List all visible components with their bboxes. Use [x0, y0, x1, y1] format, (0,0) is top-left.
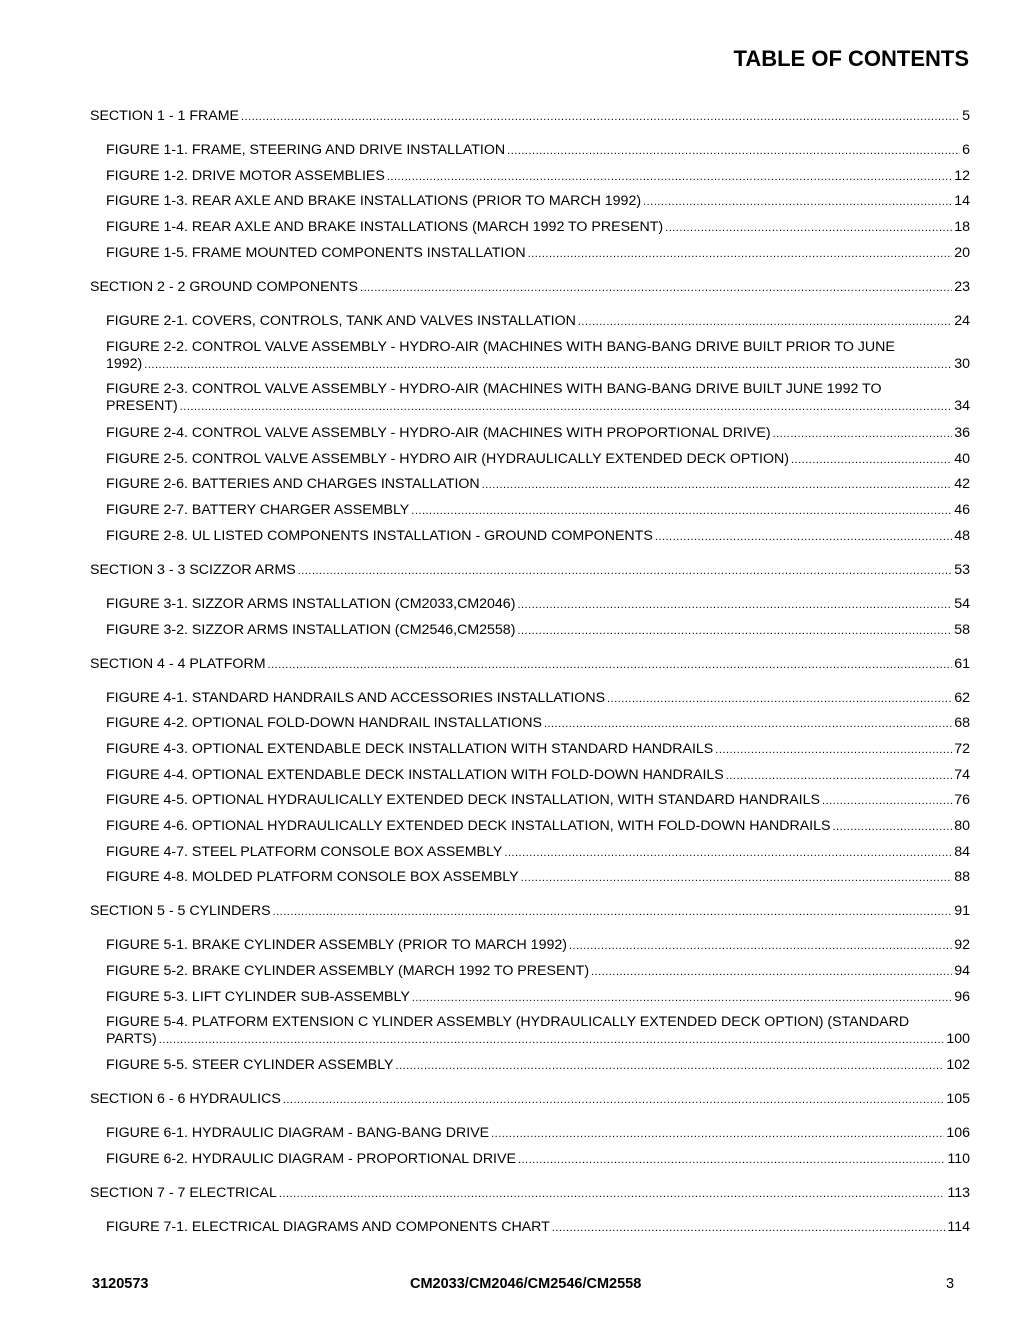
leader-dots [578, 314, 952, 331]
toc-figure-5-1[interactable] [106, 937, 970, 955]
leader-dots [517, 623, 952, 640]
leader-dots [273, 904, 953, 921]
toc-label: FIGURE 5-2. BRAKE CYLINDER ASSEMBLY (MARCH 1992 TO PRESENT) [106, 963, 590, 979]
toc-label: FIGURE 2-2. CONTROL VALVE ASSEMBLY - HYDRO-AIR (MACHINES WITH BANG-BANG DRIVE BUILT PRIOR TO JUNE [106, 339, 895, 355]
toc-section-6[interactable] [90, 1091, 970, 1109]
leader-dots [298, 563, 952, 580]
toc-figure-2-5[interactable] [106, 451, 970, 469]
toc-page: 76 [954, 792, 970, 808]
toc-page: 94 [954, 963, 970, 979]
toc-figure-6-2[interactable] [106, 1151, 970, 1169]
leader-dots [607, 691, 952, 708]
toc-page: 18 [954, 219, 970, 235]
toc-label: FIGURE 4-8. MOLDED PLATFORM CONSOLE BOX ASSEMBLY [106, 869, 519, 885]
toc-section-4[interactable] [90, 656, 970, 674]
toc-page: 114 [947, 1219, 970, 1235]
toc-label: FIGURE 4-2. OPTIONAL FOLD-DOWN HANDRAIL INSTALLATIONS [106, 715, 542, 731]
toc-label: FIGURE 1-5. FRAME MOUNTED COMPONENTS INSTALLATION [106, 245, 526, 261]
toc-label: FIGURE 2-6. BATTERIES AND CHARGES INSTALLATION [106, 476, 480, 492]
toc-section-3[interactable] [90, 562, 970, 580]
toc-label: FIGURE 5-3. LIFT CYLINDER SUB-ASSEMBLY [106, 989, 410, 1005]
toc-figure-4-5[interactable] [106, 792, 970, 810]
toc-figure-4-6[interactable] [106, 818, 970, 836]
leader-dots [591, 964, 952, 981]
leader-dots [822, 793, 952, 810]
toc-figure-2-2[interactable] [106, 339, 970, 374]
toc-page: 74 [954, 767, 970, 783]
toc-page: 42 [954, 476, 970, 492]
leader-dots [518, 1152, 945, 1169]
toc-label: FIGURE 2-5. CONTROL VALVE ASSEMBLY - HYDRO AIR (HYDRAULICALLY EXTENDED DECK OPTION) [106, 451, 789, 467]
leader-dots [411, 503, 952, 520]
toc-label: FIGURE 5-1. BRAKE CYLINDER ASSEMBLY (PRIOR TO MARCH 1992) [106, 937, 567, 953]
toc-figure-2-7[interactable] [106, 502, 970, 520]
toc-label: FIGURE 6-2. HYDRAULIC DIAGRAM - PROPORTIONAL DRIVE [106, 1151, 516, 1167]
toc-page: 40 [954, 451, 970, 467]
toc-figure-2-6[interactable] [106, 476, 970, 494]
toc-label: SECTION 3 - 3 SCIZZOR ARMS [90, 562, 296, 578]
toc-page: 105 [946, 1091, 970, 1107]
leader-dots [144, 357, 952, 374]
toc-label: FIGURE 2-1. COVERS, CONTROLS, TANK AND VALVES INSTALLATION [106, 313, 576, 329]
toc-label: FIGURE 5-5. STEER CYLINDER ASSEMBLY [106, 1057, 394, 1073]
toc-label: FIGURE 1-2. DRIVE MOTOR ASSEMBLIES [106, 168, 385, 184]
toc-figure-4-3[interactable] [106, 741, 970, 759]
toc-page: 6 [962, 142, 970, 158]
toc-figure-5-3[interactable] [106, 989, 970, 1007]
toc-page: 12 [954, 168, 970, 184]
toc-page: 5 [962, 108, 970, 124]
leader-dots [482, 477, 953, 494]
toc-label: SECTION 2 - 2 GROUND COMPONENTS [90, 279, 359, 295]
toc-figure-4-8[interactable] [106, 869, 970, 887]
leader-dots [665, 220, 952, 237]
toc-page: 58 [954, 622, 970, 638]
leader-dots [504, 845, 952, 862]
toc-section-7[interactable] [90, 1185, 970, 1203]
toc-figure-1-4[interactable] [106, 219, 970, 237]
toc-page: 92 [954, 937, 970, 953]
toc-figure-4-7[interactable] [106, 844, 970, 862]
toc-page: 100 [946, 1031, 970, 1047]
toc-page: 102 [946, 1057, 970, 1073]
leader-dots [180, 399, 952, 416]
toc-label: FIGURE 2-4. CONTROL VALVE ASSEMBLY - HYDRO-AIR (MACHINES WITH PROPORTIONAL DRIVE) [106, 425, 771, 441]
toc-figure-5-5[interactable] [106, 1057, 970, 1075]
toc-label: SECTION 6 - 6 HYDRAULICS [90, 1091, 281, 1107]
toc-label: SECTION 7 - 7 ELECTRICAL [90, 1185, 277, 1201]
toc-label: FIGURE 4-7. STEEL PLATFORM CONSOLE BOX ASSEMBLY [106, 844, 503, 860]
toc-label: FIGURE 2-8. UL LISTED COMPONENTS INSTALLATION - GROUND COMPONENTS [106, 528, 653, 544]
leader-dots [241, 109, 960, 126]
toc-label: FIGURE 4-6. OPTIONAL HYDRAULICALLY EXTENDED DECK INSTALLATION, WITH FOLD-DOWN HANDRAILS [106, 818, 831, 834]
leader-dots [643, 194, 952, 211]
leader-dots [412, 990, 952, 1007]
toc-figure-2-1[interactable] [106, 313, 970, 331]
leader-dots [387, 169, 952, 186]
page-title: TABLE OF CONTENTS [733, 46, 969, 71]
toc-page: 61 [954, 656, 970, 672]
leader-dots [396, 1058, 945, 1075]
leader-dots [528, 246, 953, 263]
toc-figure-5-4[interactable] [106, 1014, 970, 1049]
toc-figure-5-2[interactable] [106, 963, 970, 981]
leader-dots [283, 1092, 945, 1109]
toc-figure-2-3[interactable] [106, 381, 970, 416]
toc-section-2[interactable] [90, 279, 970, 297]
leader-dots [773, 426, 953, 443]
toc-label: FIGURE 6-1. HYDRAULIC DIAGRAM - BANG-BANG DRIVE [106, 1125, 490, 1141]
footer-page-number: 3 [946, 1276, 955, 1292]
toc-label: FIGURE 1-3. REAR AXLE AND BRAKE INSTALLATIONS (PRIOR TO MARCH 1992) [106, 193, 642, 209]
toc-page: 91 [954, 903, 970, 919]
toc-label: FIGURE 7-1. ELECTRICAL DIAGRAMS AND COMPONENTS CHART [106, 1219, 550, 1235]
toc-page: 48 [954, 528, 970, 544]
toc-figure-4-4[interactable] [106, 767, 970, 785]
toc-label: FIGURE 4-4. OPTIONAL EXTENDABLE DECK INSTALLATION WITH FOLD-DOWN HANDRAILS [106, 767, 724, 783]
toc-figure-1-5[interactable] [106, 245, 970, 263]
toc-page: 80 [954, 818, 970, 834]
toc-figure-1-3[interactable] [106, 193, 970, 211]
toc-label-continued: PRESENT) [106, 398, 178, 414]
toc-figure-2-4[interactable] [106, 425, 970, 443]
leader-dots [655, 529, 952, 546]
toc-label: SECTION 5 - 5 CYLINDERS [90, 903, 271, 919]
footer-model-list: CM2033/CM2046/CM2546/CM2558 [410, 1276, 642, 1292]
toc-label: SECTION 4 - 4 PLATFORM [90, 656, 266, 672]
toc-page: 72 [954, 741, 970, 757]
toc-figure-2-8[interactable] [106, 528, 970, 546]
toc-label: FIGURE 1-1. FRAME, STEERING AND DRIVE INSTALLATION [106, 142, 506, 158]
toc-figure-1-2[interactable] [106, 168, 970, 186]
toc-page: 110 [947, 1151, 970, 1167]
toc-figure-4-1[interactable] [106, 690, 970, 708]
leader-dots [791, 452, 952, 469]
toc-figure-3-1[interactable] [106, 596, 970, 614]
toc-page: 14 [954, 193, 970, 209]
toc-label: FIGURE 4-1. STANDARD HANDRAILS AND ACCESSORIES INSTALLATIONS [106, 690, 606, 706]
toc-page: 68 [954, 715, 970, 731]
toc-page: 34 [954, 398, 970, 414]
toc-figure-1-1[interactable] [106, 142, 970, 160]
leader-dots [507, 143, 960, 160]
toc-page: 88 [954, 869, 970, 885]
toc-label: FIGURE 3-2. SIZZOR ARMS INSTALLATION (CM2546,CM2558) [106, 622, 516, 638]
toc-label: SECTION 1 - 1 FRAME [90, 108, 239, 124]
toc-page: 30 [954, 356, 970, 372]
footer-document-number: 3120573 [92, 1276, 149, 1292]
toc-label: FIGURE 5-4. PLATFORM EXTENSION C YLINDER ASSEMBLY (HYDRAULICALLY EXTENDED DECK OPTION) (STANDARD [106, 1014, 910, 1030]
toc-page: 96 [954, 989, 970, 1005]
toc-page: 24 [954, 313, 970, 329]
toc-figure-4-2[interactable] [106, 715, 970, 733]
toc-label: FIGURE 2-7. BATTERY CHARGER ASSEMBLY [106, 502, 410, 518]
toc-label-continued: 1992) [106, 356, 143, 372]
leader-dots [726, 768, 952, 785]
toc-page: 113 [947, 1185, 970, 1201]
toc-page: 23 [954, 279, 970, 295]
leader-dots [552, 1220, 946, 1237]
toc-section-1[interactable] [90, 108, 970, 126]
leader-dots [268, 657, 953, 674]
toc-figure-6-1[interactable] [106, 1125, 970, 1143]
toc-page: 84 [954, 844, 970, 860]
leader-dots [569, 938, 952, 955]
leader-dots [544, 716, 952, 733]
toc-section-5[interactable] [90, 903, 970, 921]
toc-page: 62 [954, 690, 970, 706]
leader-dots [159, 1032, 945, 1049]
leader-dots [715, 742, 952, 759]
toc-page: 20 [954, 245, 970, 261]
leader-dots [491, 1126, 944, 1143]
toc-label: FIGURE 3-1. SIZZOR ARMS INSTALLATION (CM2033,CM2046) [106, 596, 516, 612]
toc-page: 53 [954, 562, 970, 578]
toc-label: FIGURE 1-4. REAR AXLE AND BRAKE INSTALLATIONS (MARCH 1992 TO PRESENT) [106, 219, 664, 235]
toc-label: FIGURE 4-5. OPTIONAL HYDRAULICALLY EXTENDED DECK INSTALLATION, WITH STANDARD HANDRAILS [106, 792, 820, 808]
leader-dots [832, 819, 952, 836]
toc-figure-7-1[interactable] [106, 1219, 970, 1237]
toc-page: 36 [954, 425, 970, 441]
leader-dots [517, 597, 952, 614]
leader-dots [279, 1186, 946, 1203]
toc-figure-3-2[interactable] [106, 622, 970, 640]
toc-label-continued: PARTS) [106, 1031, 157, 1047]
toc-page: 106 [946, 1125, 970, 1141]
leader-dots [360, 280, 952, 297]
toc-page: 46 [954, 502, 970, 518]
toc-label: FIGURE 2-3. CONTROL VALVE ASSEMBLY - HYDRO-AIR (MACHINES WITH BANG-BANG DRIVE BUILT JUNE 1992 TO [106, 381, 882, 397]
leader-dots [521, 870, 953, 887]
toc-page: 54 [954, 596, 970, 612]
toc-label: FIGURE 4-3. OPTIONAL EXTENDABLE DECK INSTALLATION WITH STANDARD HANDRAILS [106, 741, 714, 757]
